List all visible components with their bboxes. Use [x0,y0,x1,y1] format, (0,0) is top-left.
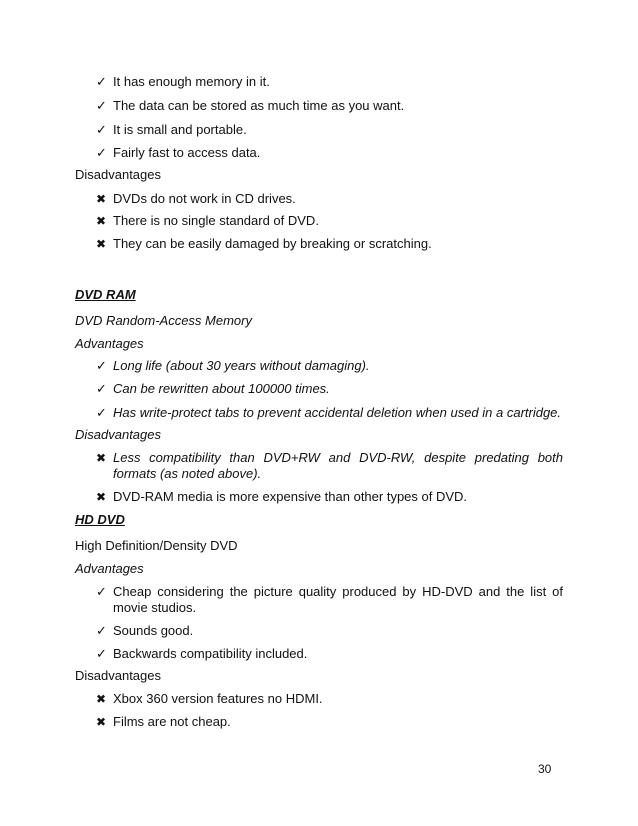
check-icon: ✓ [96,405,107,420]
advantages-label: Advantages [75,561,144,576]
section-subtitle: DVD Random-Access Memory [75,313,252,328]
check-icon: ✓ [96,145,107,160]
check-icon: ✓ [96,381,107,396]
disadvantages-label: Disadvantages [75,167,161,182]
list-item: DVD-RAM media is more expensive than other types of DVD. [113,489,468,504]
check-icon: ✓ [96,584,107,599]
advantages-label: Advantages [75,336,144,351]
page-number: 30 [538,762,552,776]
cross-icon: ✖ [96,692,107,706]
cross-icon: ✖ [96,214,107,228]
list-item: Films are not cheap. [113,714,231,729]
check-icon: ✓ [96,358,107,373]
check-icon: ✓ [96,74,107,89]
list-item: Fairly fast to access data. [113,145,261,160]
list-item: It has enough memory in it. [113,74,270,89]
check-icon: ✓ [96,122,107,137]
section-heading-hd-dvd: HD DVD [75,512,125,527]
list-item: Sounds good. [113,623,194,638]
list-item: They can be easily damaged by breaking or scratching. [113,236,432,251]
cross-icon: ✖ [96,451,107,465]
list-item: Cheap considering the picture quality produced by HD-DVD and the list of movie studios. [113,584,563,615]
list-item: Less compatibility than DVD+RW and DVD-RW, despite predating both formats (as noted above). [113,450,563,481]
list-item: Xbox 360 version features no HDMI. [113,691,323,706]
section-heading-dvd-ram: DVD RAM [75,287,136,302]
cross-icon: ✖ [96,490,107,504]
check-icon: ✓ [96,98,107,113]
list-item: Backwards compatibility included. [113,646,308,661]
list-item: It is small and portable. [113,122,247,137]
disadvantages-label: Disadvantages [75,427,161,442]
cross-icon: ✖ [96,192,107,206]
cross-icon: ✖ [96,237,107,251]
list-item: Long life (about 30 years without damaging). [113,358,370,373]
section-subtitle: High Definition/Density DVD [75,538,238,553]
list-item: Can be rewritten about 100000 times. [113,381,330,396]
check-icon: ✓ [96,646,107,661]
list-item: The data can be stored as much time as you want. [113,98,405,113]
list-item: There is no single standard of DVD. [113,213,319,228]
list-item: DVDs do not work in CD drives. [113,191,296,206]
cross-icon: ✖ [96,715,107,729]
check-icon: ✓ [96,623,107,638]
disadvantages-label: Disadvantages [75,668,161,683]
list-item: Has write-protect tabs to prevent accidental deletion when used in a cartridge. [113,405,562,420]
